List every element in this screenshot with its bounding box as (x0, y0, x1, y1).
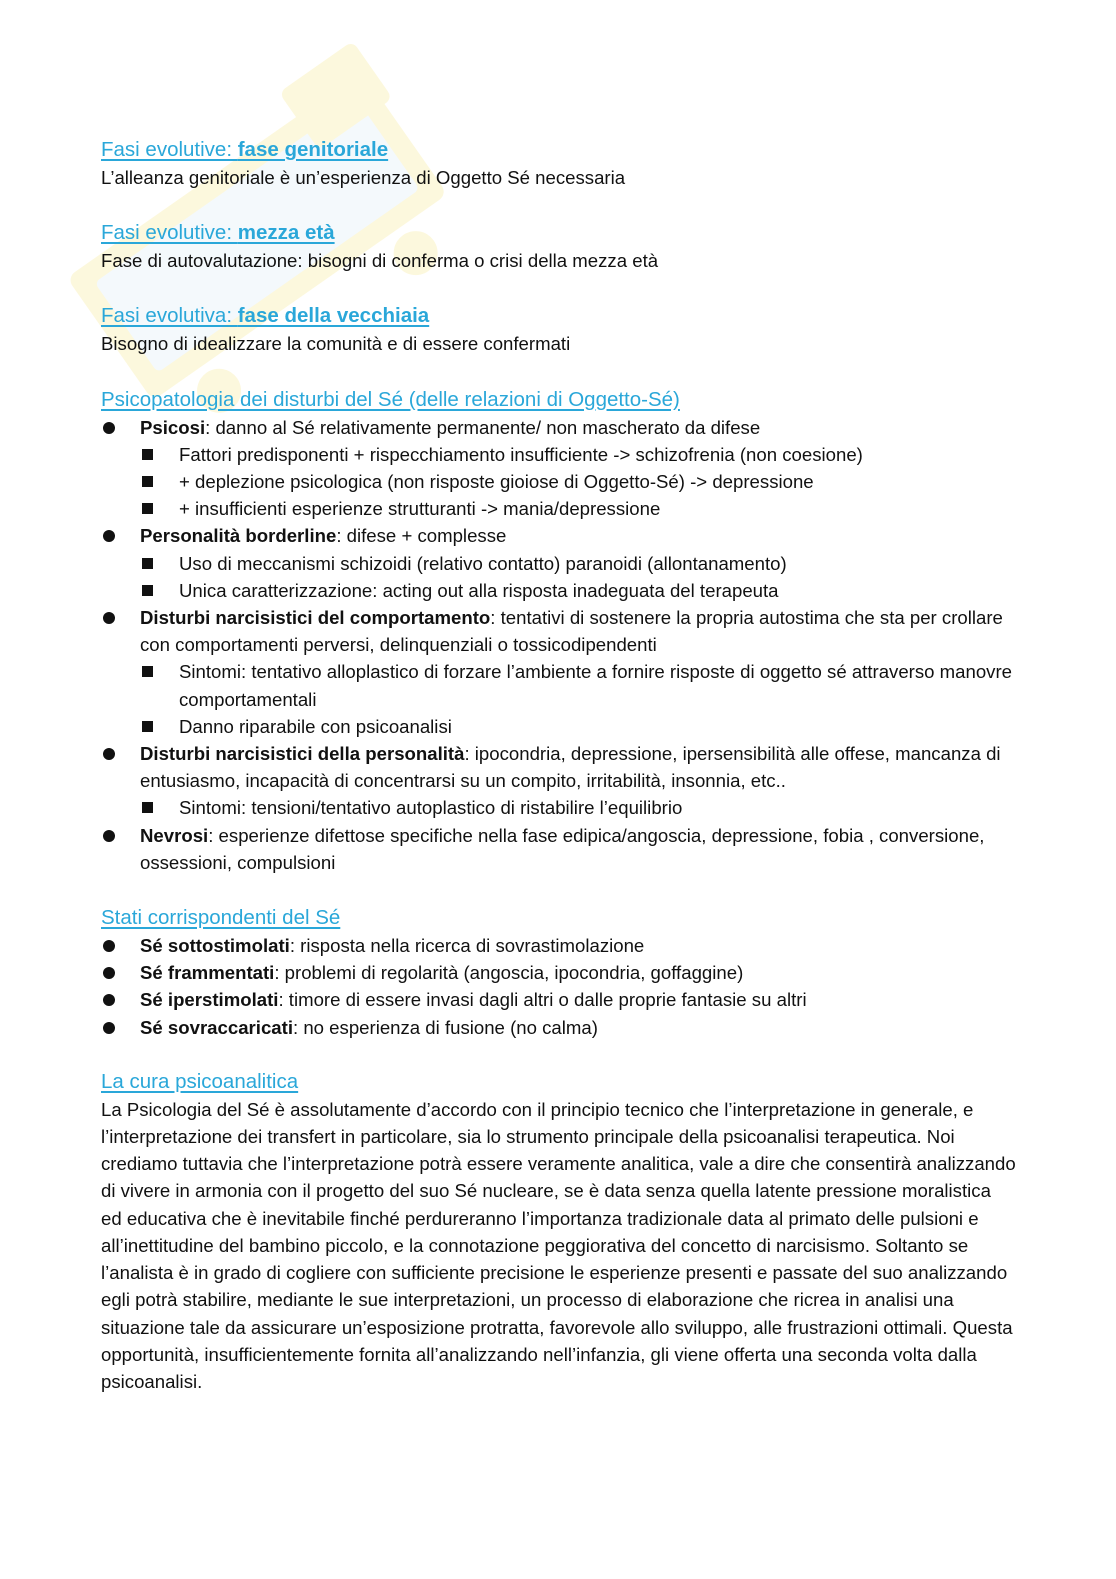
section-heading (101, 302, 1016, 330)
section-text: La Psicologia del Sé è assolutamente d’accordo con il principio tecnico che l’interpretazione in generale, e l’interpretazione dei transfert in particolare, sia lo strumento principale della psicoanalisi terapeutica. Noi crediamo tuttavia che l’interpretazione potrà essere veramente analitica, vale a dire che consentirà analizzando di vivere in armonia con il progetto del suo Sé nucleare, se è data senza quella latente pressione moralistica ed educativa che è inevitabile finché perdureranno l’importanza tradizionale data al primato delle pulsioni e all’inettitudine del bambino piccolo, e la connotazione peggiorativa del concetto di narcisismo. Soltanto se l’analista è in grado di cogliere con sufficiente precisione le esperienze presenti e passate del suo analizzando egli potrà stabilire, mediante le sue interpretazioni, un processo di elaborazione che ricrea in analisi una situazione tale da assicurare un’esposizione protratta, favorevole allo sviluppo, alle frustrazioni ottimali. Questa opportunità, insufficientemente fornita all’analizzando nell’infanzia, gli viene offerta una seconda volta dalla psicoanalisi. (101, 1098, 1016, 1392)
section-heading: La cura psicoanalitica (101, 1069, 299, 1093)
square-bullet-icon (142, 802, 153, 813)
heading-bold: mezza età (237, 221, 335, 245)
item-text: : no esperienza di fusione (no calma) (293, 1016, 598, 1038)
sub-list (140, 550, 1016, 604)
heading-bold: fase della vecchiaia (237, 304, 430, 328)
square-bullet-icon (142, 721, 153, 732)
states-list (101, 932, 1016, 1041)
section-heading (101, 136, 1016, 164)
section-vecchiaia (101, 302, 1016, 357)
square-bullet-icon (142, 585, 153, 596)
list-item (101, 932, 1016, 959)
section-psicopatologia (101, 386, 1016, 876)
item-term: Sé frammentati (140, 962, 275, 984)
list-item (101, 522, 1016, 604)
section-heading: Psicopatologia dei disturbi del Sé (delle relazioni di Oggetto-Sé) (101, 387, 680, 411)
list-item (101, 604, 1016, 740)
sub-item-text: Uso di meccanismi schizoidi (relativo contatto) paranoidi (allontanamento) (179, 552, 787, 574)
list-item (101, 822, 1016, 876)
sub-item-text: Sintomi: tentativo alloplastico di forzare l’ambiente a fornire risposte di oggetto sé attraverso manovre comportamentali (179, 661, 1013, 710)
sub-list-item (140, 550, 1016, 577)
item-text: : problemi di regolarità (angoscia, ipocondria, goffaggine) (274, 962, 744, 984)
item-term: Disturbi narcisistici della personalità (140, 743, 465, 765)
sub-list-item (140, 658, 1016, 712)
item-term: Sé iperstimolati (140, 989, 279, 1011)
section-heading: Stati corrispondenti del Sé (101, 906, 341, 930)
heading-prefix: Fasi evolutive: (101, 221, 238, 245)
sub-item-text: Sintomi: tensioni/tentativo autoplastico di ristabilire l’equilibrio (179, 797, 683, 819)
item-term: Disturbi narcisistici del comportamento (140, 607, 491, 629)
heading-bold: fase genitoriale (237, 138, 389, 161)
item-text: : esperienze difettose specifiche nella fase edipica/angoscia, depressione, fobia , conversione, ossessioni, compulsioni (140, 824, 985, 873)
sub-item-text: + insufficienti esperienze strutturanti -> mania/depressione (179, 498, 661, 520)
list-item (101, 740, 1016, 822)
sub-item-text: Unica caratterizzazione: acting out alla risposta inadeguata del terapeuta (179, 579, 779, 601)
bullet-icon (103, 830, 115, 842)
item-text: : danno al Sé relativamente permanente/ non mascherato da difese (205, 416, 761, 438)
item-text: : risposta nella ricerca di sovrastimolazione (289, 935, 645, 957)
item-term: Sé sovraccaricati (140, 1016, 293, 1038)
bullet-icon (103, 994, 115, 1006)
bullet-icon (103, 530, 115, 542)
square-bullet-icon (142, 476, 153, 487)
section-text: Fase di autovalutazione: bisogni di conferma o crisi della mezza età (101, 250, 659, 272)
heading-prefix: Fasi evolutive: (101, 138, 238, 161)
sub-list-item (140, 794, 1016, 821)
list-item (101, 959, 1016, 986)
item-term: Nevrosi (140, 824, 209, 846)
section-stati-se (101, 904, 1016, 1041)
disorders-list (101, 414, 1016, 876)
section-text: Bisogno di idealizzare la comunità e di essere confermati (101, 333, 571, 355)
bullet-icon (103, 748, 115, 760)
item-term: Personalità borderline (140, 525, 337, 547)
sub-list-item (140, 495, 1016, 522)
item-term: Sé sottostimolati (140, 935, 290, 957)
section-fase-genitoriale (101, 136, 1016, 191)
sub-item-text: Danno riparabile con psicoanalisi (179, 715, 452, 737)
section-text: L’alleanza genitoriale è un’esperienza di Oggetto Sé necessaria (101, 167, 626, 188)
sub-list (140, 658, 1016, 740)
section-heading (101, 219, 1016, 247)
document-content (101, 136, 1016, 1423)
sub-list-item (140, 468, 1016, 495)
sub-list-item (140, 441, 1016, 468)
item-term: Psicosi (140, 416, 206, 438)
sub-list (140, 794, 1016, 821)
square-bullet-icon (142, 449, 153, 460)
item-text: : ipocondria, depressione, ipersensibilità alle offese, mancanza di entusiasmo, incapacità di concentrarsi su un compito, irritabilità, insonnia, etc.. (140, 743, 1001, 792)
square-bullet-icon (142, 558, 153, 569)
item-text: : difese + complesse (336, 525, 507, 547)
square-bullet-icon (142, 666, 153, 677)
bullet-icon (103, 1022, 115, 1034)
item-text: : timore di essere invasi dagli altri o dalle proprie fantasie su altri (278, 989, 807, 1011)
section-cura (101, 1068, 1016, 1395)
bullet-icon (103, 967, 115, 979)
sub-list-item (140, 713, 1016, 740)
list-item (101, 414, 1016, 523)
section-mezza-eta (101, 219, 1016, 274)
item-text: : tentativi di sostenere la propria autostima che sta per crollare con comportamenti perversi, delinquenziali o tossicodipendenti (140, 607, 1003, 656)
sub-list-item (140, 577, 1016, 604)
bullet-icon (103, 612, 115, 624)
sub-item-text: Fattori predisponenti + rispecchiamento insufficiente -> schizofrenia (non coesione) (179, 443, 863, 465)
bullet-icon (103, 422, 115, 434)
sub-list (140, 441, 1016, 523)
square-bullet-icon (142, 503, 153, 514)
list-item (101, 1014, 1016, 1041)
heading-prefix: Fasi evolutiva: (101, 304, 238, 328)
list-item (101, 986, 1016, 1013)
bullet-icon (103, 940, 115, 952)
sub-item-text: + deplezione psicologica (non risposte gioiose di Oggetto-Sé) -> depressione (179, 471, 814, 493)
